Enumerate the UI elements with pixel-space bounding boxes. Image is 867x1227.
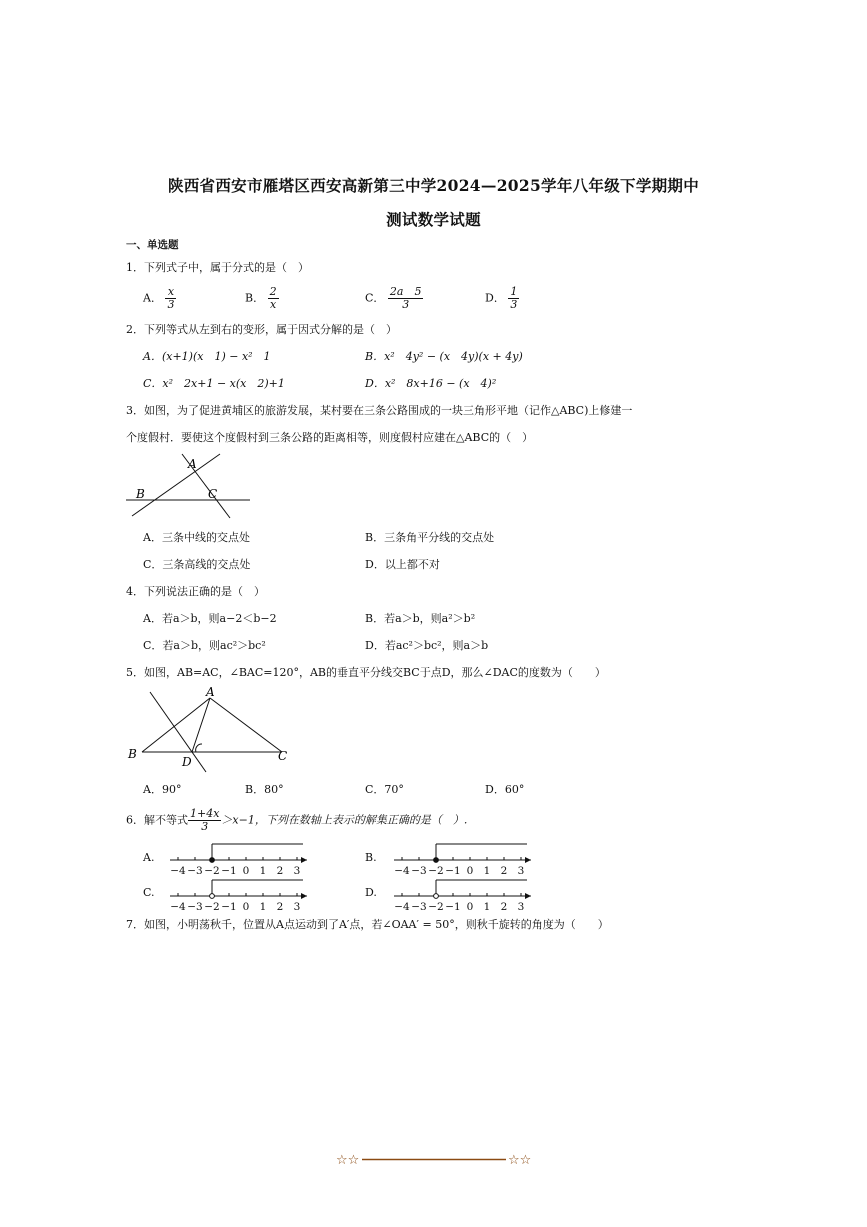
q3-option-d: D．以上都不对 (365, 558, 440, 571)
q5-triangle-figure (126, 686, 296, 776)
footer-stars-right: ☆☆ (508, 1153, 532, 1168)
q6-stem-fraction: $\frac{1+4x}{3}$ (190, 807, 220, 833)
q6-number-line-c (168, 876, 313, 916)
axis-tick-label: 0 (466, 901, 474, 913)
axis-tick-label: −4 (394, 901, 410, 913)
q1-option-b: B． $\frac{2}{x}$ (245, 285, 277, 311)
q5-label-b: B (128, 747, 137, 761)
q7-stem: 7．如图，小明荡秋千，位置从A点运动到了A′点，若∠OAA′ = 50°，则秋千旋转的角度为（ ） (126, 918, 609, 931)
solid-point (434, 858, 439, 863)
open-point (210, 894, 215, 899)
q3-triangle-figure (120, 452, 260, 522)
axis-tick-label: −2 (204, 865, 220, 877)
q5-option-d: D．60° (485, 783, 525, 796)
axis-tick-label: 1 (259, 901, 267, 913)
q5-perpendicular-bisector (150, 692, 206, 772)
q2-option-d: D．x² 8x+16 − (x 4)² (365, 377, 497, 390)
q5-side-ac (210, 698, 282, 752)
q5-angle-mark (196, 744, 202, 752)
axis-tick-label: 1 (483, 865, 491, 877)
q5-stem: 5．如图，AB=AC，∠BAC=120°，AB的垂直平分线交BC于点D，那么∠DAC的度数为（ ） (126, 666, 606, 679)
q6-number-line-a (168, 840, 313, 880)
axis-tick-label: −1 (445, 865, 461, 877)
q3-option-b: B．三条角平分线的交点处 (365, 531, 495, 544)
axis-tick-label: 3 (293, 901, 301, 913)
axis-tick-label: −4 (394, 865, 410, 877)
q5-option-a: A．90° (143, 783, 182, 796)
axis-arrow (301, 893, 307, 899)
q5-option-c: C．70° (365, 783, 404, 796)
section-heading: 一、单选题 (126, 239, 179, 251)
q4-option-d: D．若ac²＞bc²，则a＞b (365, 639, 489, 652)
q5-label-a: A (206, 685, 215, 699)
q5-option-b: B．80° (245, 783, 284, 796)
q1-option-c: C． $\frac{2a 5}{3}$ (365, 285, 422, 311)
q4-option-b: B．若a＞b，则a²＞b² (365, 612, 476, 625)
axis-arrow (525, 857, 531, 863)
q3-label-b: B (136, 487, 145, 501)
axis-tick-label: 2 (500, 901, 508, 913)
page-title-line1: 陕西省西安市雁塔区西安高新第三中学2024—2025学年八年级下学期期中 (167, 176, 700, 195)
q6-option-c-label: C. (143, 886, 155, 899)
axis-tick-label: 0 (242, 901, 250, 913)
q2-option-c: C．x² 2x+1 − x(x 2)+1 (143, 377, 285, 390)
q6-option-a-label: A. (143, 851, 155, 864)
axis-arrow (301, 857, 307, 863)
q6-number-line-b (392, 840, 537, 880)
q3-stem-line1: 3．如图，为了促进黄埔区的旅游发展，某村要在三条公路围成的一块三角形平地（记作△ABC)上修建一 (126, 404, 633, 417)
axis-tick-label: −3 (411, 865, 427, 877)
q6-stem: 6．解不等式 $\frac{1+4x}{3}$ ＞x−1，下列在数轴上表示的解集正确的是（ ）. (126, 807, 468, 833)
axis-tick-label: −4 (170, 901, 186, 913)
q3-road-ab (132, 454, 220, 516)
axis-tick-label: 3 (517, 865, 525, 877)
q6-option-d-label: D. (365, 886, 377, 899)
q5-label-c: C (278, 749, 288, 763)
q3-label-c: C (208, 487, 218, 501)
q4-stem: 4．下列说法正确的是（ ） (126, 585, 265, 598)
axis-tick-label: −3 (411, 901, 427, 913)
axis-tick-label: 0 (466, 865, 474, 877)
axis-tick-label: 1 (483, 901, 491, 913)
q1-stem: 1．下列式子中，属于分式的是（ ） (126, 261, 309, 274)
page-title-line2: 测试数学试题 (386, 210, 481, 229)
axis-tick-label: 1 (259, 865, 267, 877)
q5-label-d: D (182, 755, 192, 769)
axis-tick-label: −2 (428, 865, 444, 877)
axis-arrow (525, 893, 531, 899)
axis-tick-label: −3 (187, 901, 203, 913)
axis-tick-label: −4 (170, 865, 186, 877)
q6-number-line-d (392, 876, 537, 916)
axis-tick-label: −3 (187, 865, 203, 877)
axis-tick-label: −2 (428, 901, 444, 913)
solid-point (210, 858, 215, 863)
axis-tick-label: −2 (204, 901, 220, 913)
q1-option-a: A． $\frac{x}{3}$ (143, 285, 175, 311)
q3-option-a: A．三条中线的交点处 (143, 531, 250, 544)
axis-tick-label: 3 (517, 901, 525, 913)
footer-stars-left: ☆☆ (336, 1153, 360, 1168)
q3-label-a: A (188, 457, 197, 471)
axis-tick-label: 0 (242, 865, 250, 877)
q2-option-b: B．x² 4y² − (x 4y)(x + 4y) (365, 350, 523, 363)
q3-stem-line2: 个度假村．要使这个度假村到三条公路的距离相等，则度假村应建在△ABC的（ ） (126, 431, 534, 444)
q2-option-a: A．(x+1)(x 1) − x² 1 (143, 350, 271, 363)
q3-option-c: C．三条高线的交点处 (143, 558, 251, 571)
axis-tick-label: −1 (445, 901, 461, 913)
footer-decoration (336, 1150, 536, 1170)
q1-option-d: D． $\frac{1}{3}$ (485, 285, 518, 311)
axis-tick-label: −1 (221, 901, 237, 913)
axis-tick-label: 2 (276, 901, 284, 913)
q6-option-b-label: B. (365, 851, 377, 864)
axis-tick-label: 2 (276, 865, 284, 877)
axis-tick-label: 3 (293, 865, 301, 877)
q4-option-c: C．若a＞b，则ac²＞bc² (143, 639, 266, 652)
axis-tick-label: 2 (500, 865, 508, 877)
q2-stem: 2．下列等式从左到右的变形，属于因式分解的是（ ） (126, 323, 397, 336)
open-point (434, 894, 439, 899)
axis-tick-label: −1 (221, 865, 237, 877)
q4-option-a: A．若a＞b，则a−2＜b−2 (143, 612, 277, 625)
